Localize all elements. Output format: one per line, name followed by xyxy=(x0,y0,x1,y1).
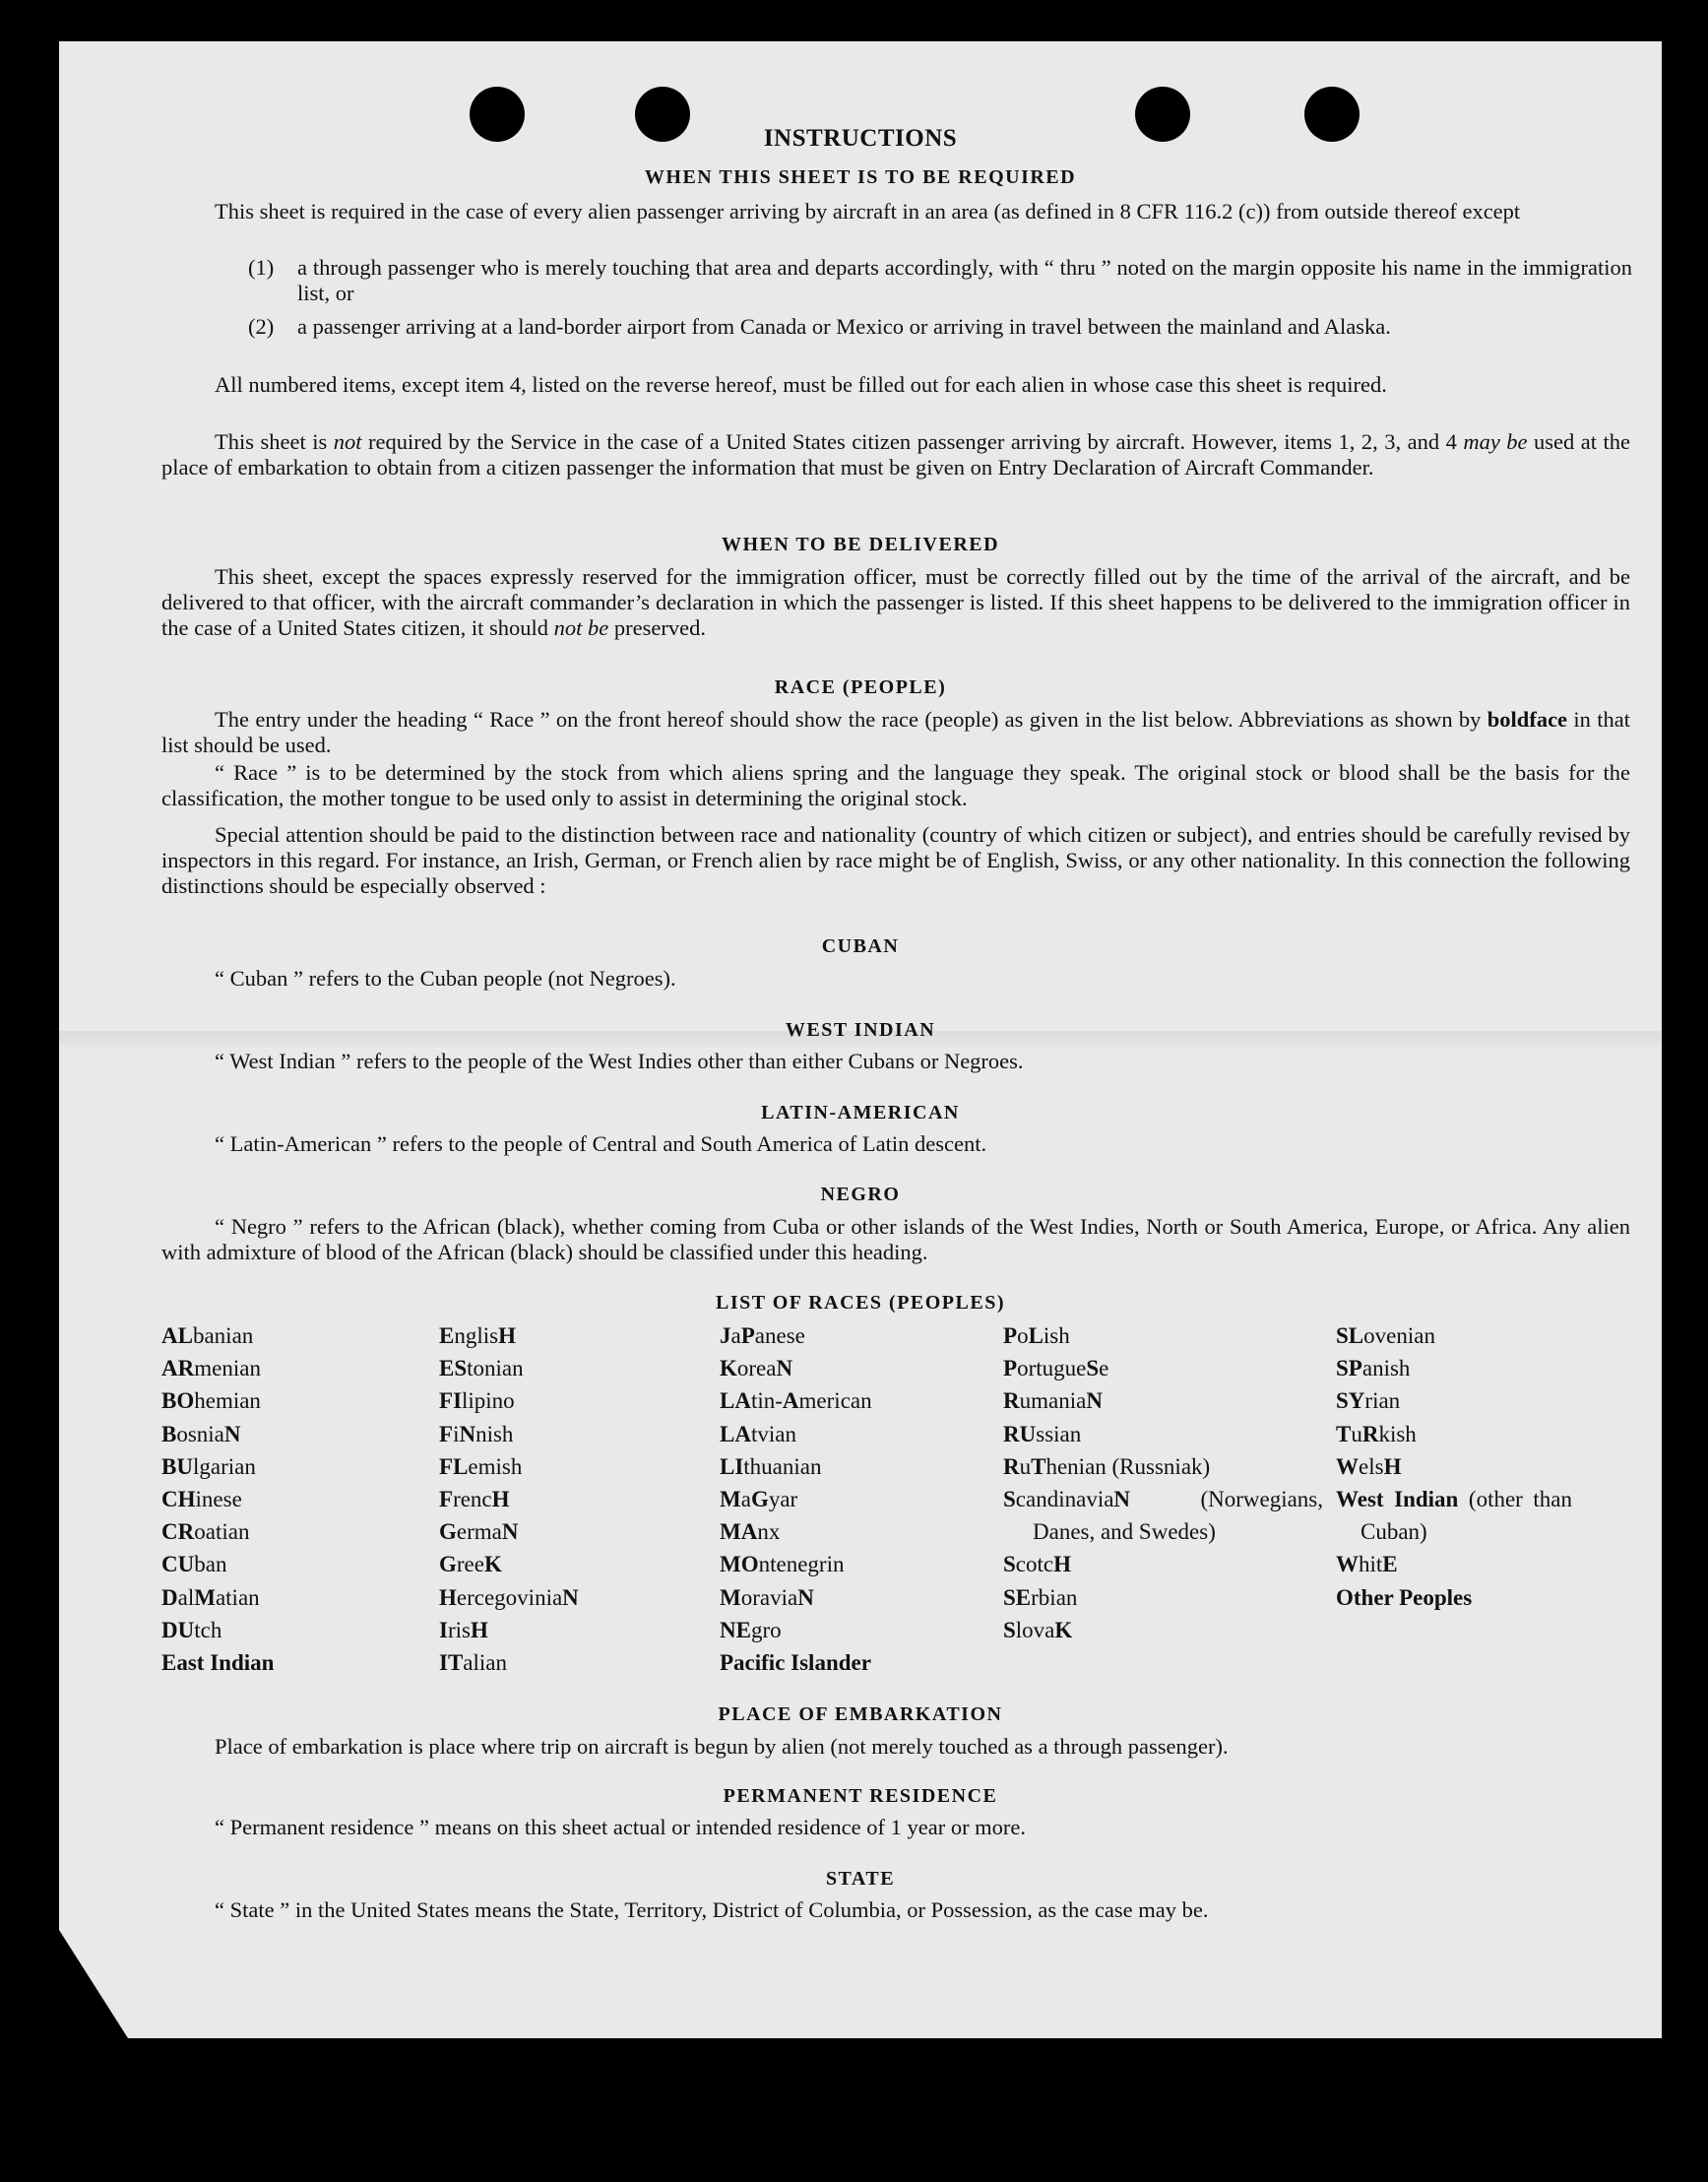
torn-corner xyxy=(59,1930,128,2038)
item-number: (2) xyxy=(248,314,275,339)
race-entry: IrisH xyxy=(439,1617,488,1642)
permanent-residence-heading: PERMANENT RESIDENCE xyxy=(723,1785,998,1807)
page-title: INSTRUCTIONS xyxy=(763,125,958,152)
race-paragraph-3: Special attention should be paid to the distinction between race and nationality (country of which citizen or subject), and entries should be carefully revised by inspectors in this regard. For instance, an Irish, German, or French alien by race might be of English, Swiss, or any other nationality. In this connection the following distinctions should be especially observed : xyxy=(161,822,1630,898)
race-entry: GreeK xyxy=(439,1552,502,1577)
state-heading: STATE xyxy=(825,1868,896,1890)
race-entry: CUban xyxy=(161,1552,227,1577)
race-entry: LAtvian xyxy=(720,1421,796,1446)
state-text: “ State ” in the United States means the State, Territory, District of Columbia, or Possession, as the case may be. xyxy=(215,1897,1209,1922)
negro-heading: NEGRO xyxy=(820,1184,901,1205)
race-entry: FiNnish xyxy=(439,1421,514,1446)
race-entry: LIthuanian xyxy=(720,1453,822,1479)
races-column-4 xyxy=(1003,1319,1323,1646)
race-entry: SErbian xyxy=(1003,1584,1078,1610)
race-entry: RuThenian (Russniak) xyxy=(1003,1453,1211,1479)
race-entry: EnglisH xyxy=(439,1323,516,1348)
latin-american-heading: LATIN-AMERICAN xyxy=(761,1102,960,1123)
cuban-heading: CUBAN xyxy=(821,935,900,957)
race-entry: ALbanian xyxy=(161,1323,254,1348)
race-entry: CHinese xyxy=(161,1487,242,1512)
race-entry: RUssian xyxy=(1003,1421,1082,1446)
when-delivered-text: This sheet, except the spaces expressly reserved for the immigration officer, must be correctly filled out by the time of the arrival of the aircraft, and be delivered to that officer, with the aircraft commander’s declaration in which the passenger is listed. If this sheet happens to be delivered to the immigration officer in the case of a United States citizen, it should not be preserved. xyxy=(161,564,1630,640)
when-required-intro: This sheet is required in the case of every alien passenger arriving by aircraft in an area (as defined in 8 CFR 116.2 (c)) from outside thereof except xyxy=(215,199,1521,224)
item-number: (1) xyxy=(248,255,275,280)
race-entry: West Indian (other than Cuban) xyxy=(1336,1487,1573,1545)
races-column-5 xyxy=(1336,1319,1572,1614)
permanent-residence-text: “ Permanent residence ” means on this sheet actual or intended residence of 1 year or more. xyxy=(215,1815,1027,1839)
race-entry: MAnx xyxy=(720,1519,781,1545)
race-entry: RumaniaN xyxy=(1003,1388,1103,1414)
latin-american-text: “ Latin-American ” refers to the people of Central and South America of Latin descent. xyxy=(215,1131,987,1156)
race-entry: BOhemian xyxy=(161,1388,261,1414)
race-entry: EStonian xyxy=(439,1356,524,1381)
race-entry: FIlipino xyxy=(439,1388,515,1414)
race-entry: LAtin-American xyxy=(720,1388,872,1414)
cuban-text: “ Cuban ” refers to the Cuban people (not Negroes). xyxy=(215,966,676,991)
race-entry: NEgro xyxy=(720,1617,782,1642)
exception-item-1 xyxy=(248,255,1632,306)
race-entry: PoLish xyxy=(1003,1323,1070,1348)
item-text: a passenger arriving at a land-border airport from Canada or Mexico or arriving in travel between the mainland and Alaska. xyxy=(297,314,1391,339)
race-entry: Pacific Islander xyxy=(720,1650,871,1676)
race-entry: MaGyar xyxy=(720,1487,798,1512)
race-entry: SPanish xyxy=(1336,1356,1411,1381)
race-entry: Other Peoples xyxy=(1336,1584,1473,1610)
race-entry: SlovaK xyxy=(1003,1617,1073,1642)
when-delivered-heading: WHEN TO BE DELIVERED xyxy=(721,534,1000,555)
exception-item-2 xyxy=(248,314,1632,340)
race-entry: FrencH xyxy=(439,1487,510,1512)
race-entry: TuRkish xyxy=(1336,1421,1417,1446)
race-entry: CRoatian xyxy=(161,1519,250,1545)
race-paragraph-2: “ Race ” is to be determined by the stock from which aliens spring and the language they speak. The original stock or blood shall be the basis for the classification, the mother tongue to be used only to assist in determining the original stock. xyxy=(161,760,1630,810)
race-entry: ITalian xyxy=(439,1650,507,1676)
race-entry: FLemish xyxy=(439,1453,523,1479)
race-entry: BUlgarian xyxy=(161,1453,256,1479)
race-entry: MOntenegrin xyxy=(720,1552,845,1577)
document-sheet xyxy=(59,41,1662,2038)
races-column-1 xyxy=(161,1319,274,1679)
item-text: a through passenger who is merely touching that area and departs accordingly, with “ thru ” noted on the margin opposite his name in the immigration list, or xyxy=(297,255,1632,305)
race-entry: BosniaN xyxy=(161,1421,241,1446)
race-entry: KoreaN xyxy=(720,1356,793,1381)
race-heading: RACE (PEOPLE) xyxy=(774,676,947,698)
place-of-embarkation-text: Place of embarkation is place where trip on aircraft is begun by alien (not merely touched as a through passenger). xyxy=(215,1734,1229,1759)
west-indian-heading: WEST INDIAN xyxy=(785,1019,936,1041)
race-entry: PortugueSe xyxy=(1003,1356,1109,1381)
race-entry: East Indian xyxy=(161,1650,275,1676)
race-paragraph-1: The entry under the heading “ Race ” on the front hereof should show the race (people) as given in the list below. Abbreviations as shown by boldface in that list should be used. xyxy=(161,707,1630,757)
races-column-2 xyxy=(439,1319,579,1679)
list-of-races-heading: LIST OF RACES (PEOPLES) xyxy=(715,1292,1005,1314)
races-column-3 xyxy=(720,1319,872,1679)
race-entry: MoraviaN xyxy=(720,1584,814,1610)
race-entry: ARmenian xyxy=(161,1356,261,1381)
race-entry: SYrian xyxy=(1336,1388,1401,1414)
race-entry: DUtch xyxy=(161,1617,222,1642)
race-entry: ScandinaviaN (Norwegians, Danes, and Swedes) xyxy=(1003,1487,1323,1545)
race-entry: GermaN xyxy=(439,1519,519,1545)
race-entry: HercegoviniaN xyxy=(439,1584,579,1610)
race-entry: WelsH xyxy=(1336,1453,1402,1479)
negro-text: “ Negro ” refers to the African (black), whether coming from Cuba or other islands of the West Indies, North or South America, Europe, or Africa. Any alien with admixture of blood of the African (black) should be classified under this heading. xyxy=(161,1214,1630,1264)
race-entry: SLovenian xyxy=(1336,1323,1435,1348)
citizen-paragraph: This sheet is not required by the Service in the case of a United States citizen passenger arriving by aircraft. However, items 1, 2, 3, and 4 may be used at the place of embarkation to obtain from a citizen passenger the information that must be given on Entry Declaration of Aircraft Commander. xyxy=(161,429,1630,480)
race-entry: ScotcH xyxy=(1003,1552,1071,1577)
race-entry: JaPanese xyxy=(720,1323,805,1348)
numbered-items-paragraph: All numbered items, except item 4, listed on the reverse hereof, must be filled out for each alien in whose case this sheet is required. xyxy=(215,372,1387,397)
race-entry: WhitE xyxy=(1336,1552,1398,1577)
place-of-embarkation-heading: PLACE OF EMBARKATION xyxy=(718,1703,1003,1725)
race-entry: DalMatian xyxy=(161,1584,260,1610)
west-indian-text: “ West Indian ” refers to the people of the West Indies other than either Cubans or Negroes. xyxy=(215,1049,1024,1073)
when-required-heading: WHEN THIS SHEET IS TO BE REQUIRED xyxy=(644,166,1077,188)
